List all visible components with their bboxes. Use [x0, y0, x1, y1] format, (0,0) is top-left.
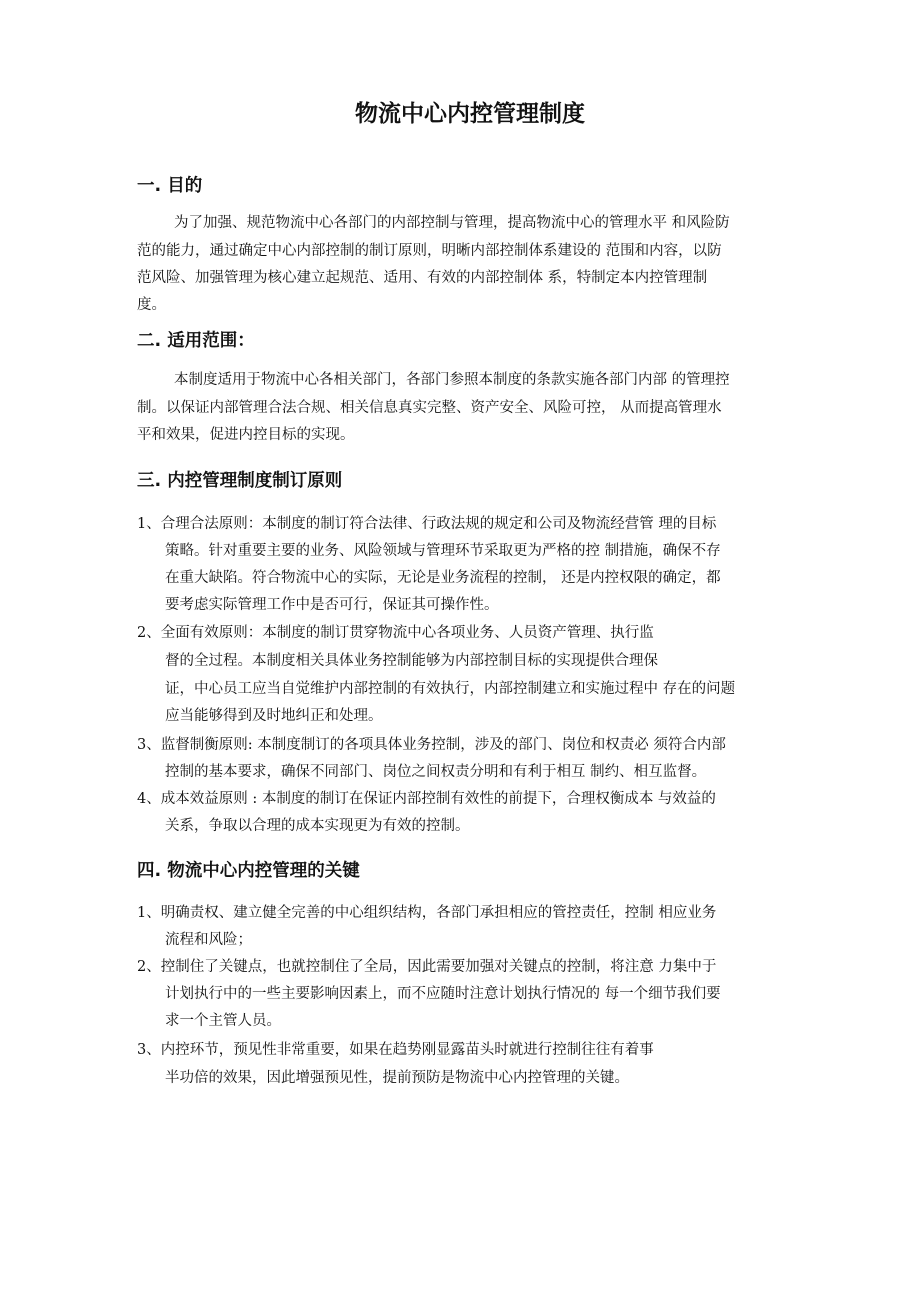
list-item-line: 控制的基本要求，确保不同部门、岗位之间权责分明和有利于相互 制约、相互监督。 — [165, 764, 707, 780]
list-item-line: 3、内控环节，预见性非常重要，如果在趋势刚显露苗头时就进行控制往往有着事 — [137, 1042, 654, 1058]
list-item-line: 督的全过程。本制度相关具体业务控制能够为内部控制目标的实现提供合理保 — [165, 653, 658, 669]
list-item-line: 证，中心员工应当自觉维护内部控制的有效执行，内部控制建立和实施过程中 存在的问题 — [165, 681, 736, 697]
list-item-line: 2、全面有效原则：本制度的制订贯穿物流中心各项业务、人员资产管理、执行监 — [137, 625, 654, 641]
list-item-line: 要考虑实际管理工作中是否可行，保证其可操作性。 — [165, 597, 499, 613]
section-heading-key-points: 四. 物流中心内控管理的关键 — [137, 861, 360, 881]
list-item-line: 3、监督制衡原则: 本制度制订的各项具体业务控制，涉及的部门、岗位和权责必 须符合内部 — [137, 737, 726, 753]
list-item-line: 在重大缺陷。符合物流中心的实际，无论是业务流程的控制， 还是内控权限的确定，都 — [165, 570, 721, 586]
paragraph-line: 本制度适用于物流中心各相关部门，各部门参照本制度的条款实施各部门内部 的管理控 — [174, 372, 730, 388]
list-item-line: 流程和风险； — [165, 932, 252, 948]
section-heading-scope: 二. 适用范围： — [137, 331, 255, 351]
paragraph-line: 范风险、加强管理为核心建立起规范、适用、有效的内部控制体 系，特制定本内控管理制 — [137, 270, 708, 286]
list-item-line: 1、明确责权、建立健全完善的中心组织结构，各部门承担相应的管控责任，控制 相应业务 — [137, 905, 717, 921]
list-item-line: 4、成本效益原则 : 本制度的制订在保证内部控制有效性的前提下，合理权衡成本 与效益的 — [137, 791, 716, 807]
paragraph-line: 平和效果，促进内控目标的实现。 — [137, 427, 355, 443]
section-heading-principles: 三. 内控管理制度制订原则 — [137, 471, 343, 491]
list-item-line: 应当能够得到及时地纠正和处理。 — [165, 708, 383, 724]
list-item-line: 1、合理合法原则：本制度的制订符合法律、行政法规的规定和公司及物流经营管 理的目标 — [137, 516, 717, 532]
list-item-line: 求一个主管人员。 — [165, 1013, 281, 1029]
paragraph-line: 为了加强、规范物流中心各部门的内部控制与管理，提高物流中心的管理水平 和风险防 — [174, 215, 730, 231]
list-item-line: 计划执行中的一些主要影响因素上，而不应随时注意计划执行情况的 每一个细节我们要 — [165, 986, 721, 1002]
list-item-line: 半功倍的效果，因此增强预见性，提前预防是物流中心内控管理的关键。 — [165, 1070, 629, 1086]
section-heading-purpose: 一. 目的 — [137, 176, 203, 196]
paragraph-line: 范的能力，通过确定中心内部控制的制订原则，明晰内部控制体系建设的 范围和内容，以防 — [137, 243, 722, 259]
paragraph-line: 度。 — [137, 297, 166, 313]
list-item-line: 2、控制住了关键点，也就控制住了全局，因此需要加强对关键点的控制，将注意 力集中于 — [137, 959, 717, 975]
document-title: 物流中心内控管理制度 — [355, 101, 585, 127]
list-item-line: 关系，争取以合理的成本实现更为有效的控制。 — [165, 818, 470, 834]
paragraph-line: 制。以保证内部管理合法合规、相关信息真实完整、资产安全、风险可控， 从而提高管理水 — [137, 400, 722, 416]
list-item-line: 策略。针对重要主要的业务、风险领域与管理环节采取更为严格的控 制措施，确保不存 — [165, 543, 721, 559]
